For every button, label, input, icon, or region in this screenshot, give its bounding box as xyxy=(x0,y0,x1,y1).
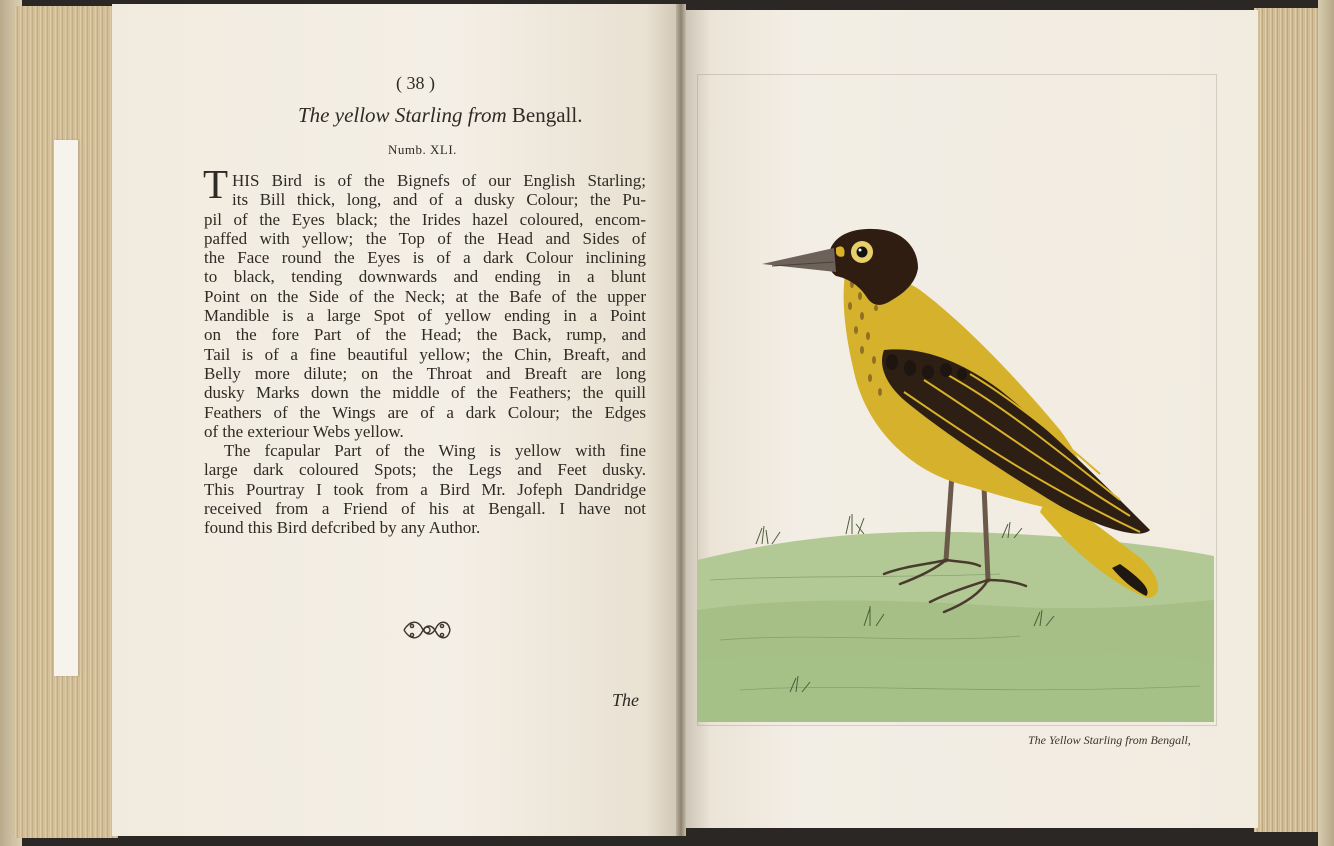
drop-cap: T xyxy=(203,161,229,207)
text-line: pil of the Eyes black; the Irides hazel coloured, encom- xyxy=(204,209,646,229)
text-line: large dark coloured Spots; the Legs and Feet dusky. xyxy=(204,460,646,480)
catchword: The xyxy=(612,690,639,710)
text-line: Tail is of a fine beautiful yellow; the Chin, Breaft, and xyxy=(204,344,646,364)
text-line: received from a Friend of his at Bengall. I have not xyxy=(204,499,646,519)
text-line: to black, tending downwards and ending in a blunt xyxy=(204,267,646,287)
plate-caption: The Yellow Starling from Bengall, xyxy=(1028,733,1191,747)
text-line: its Bill thick, long, and of a dusky Colour; the Pu- xyxy=(232,190,646,210)
text-line: Mandible is a large Spot of yellow ending in a Point xyxy=(204,306,646,326)
title-place: Bengall. xyxy=(511,103,583,127)
text-line: Point on the Side of the Neck; at the Bafe of the upper xyxy=(204,286,646,306)
text-line: HIS Bird is of the Bignefs of our English Starling; xyxy=(232,171,646,190)
text-line: Belly more dilute; on the Throat and Breaft are long xyxy=(204,363,646,383)
text-line: This Pourtray I took from a Bird Mr. Jofeph Dandridge xyxy=(204,479,646,499)
title-italic: The yellow Starling from xyxy=(298,103,512,127)
page-number: ( 38 ) xyxy=(396,73,435,93)
text-line: on the fore Part of the Head; the Back, rump, and xyxy=(204,325,646,345)
plate-number: Numb. XLI. xyxy=(388,142,457,157)
bird-bill xyxy=(762,248,836,272)
text-line: of the exteriour Webs yellow. xyxy=(204,421,404,441)
text-line: the Face round the Eyes is of a dark Colour inclining xyxy=(204,248,646,268)
text-line: Feathers of the Wings are of a dark Colour; the Edges xyxy=(204,402,646,422)
text-line: dusky Marks down the middle of the Feathers; the quill xyxy=(204,383,646,403)
text-line: paffed with yellow; the Top of the Head and Sides of xyxy=(204,228,646,248)
text-line: found this Bird defcribed by any Author. xyxy=(204,518,481,538)
text-line: The fcapular Part of the Wing is yellow with fine xyxy=(224,441,646,461)
